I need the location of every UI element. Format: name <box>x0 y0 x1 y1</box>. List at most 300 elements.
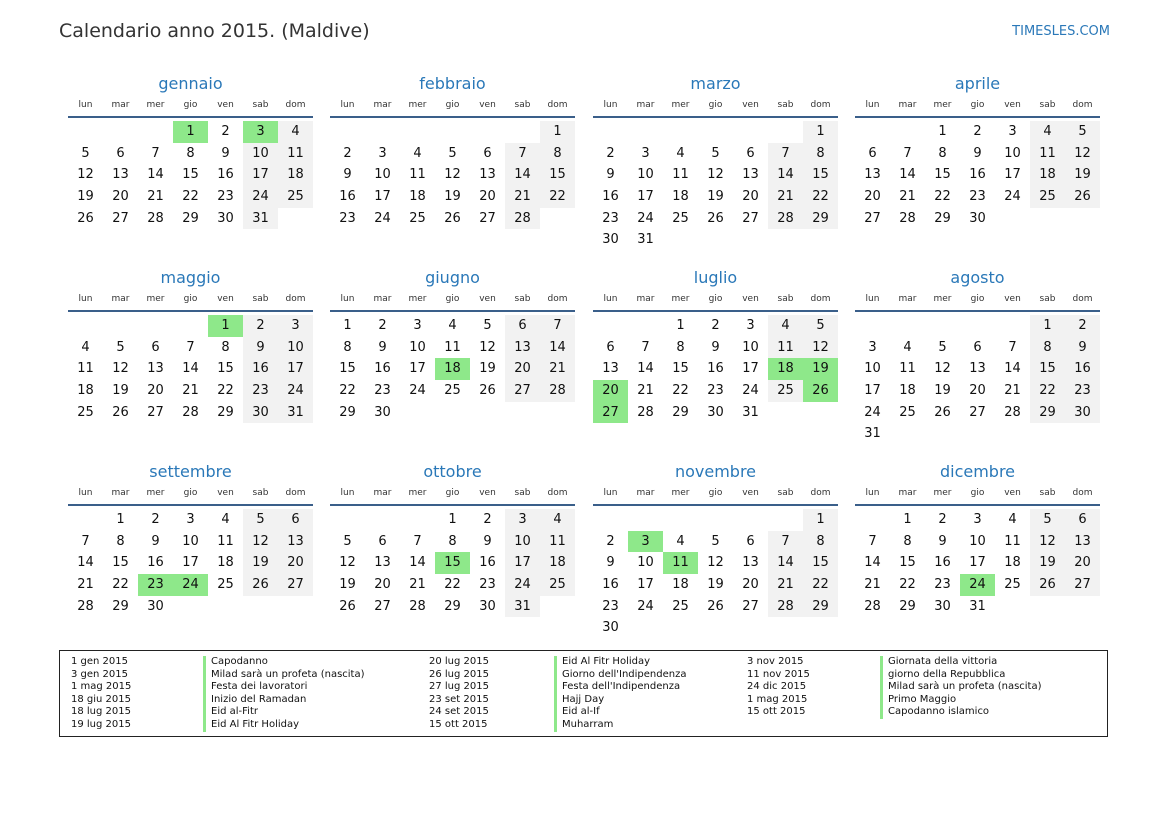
day-cell: 14 <box>540 337 575 359</box>
day-cell: 16 <box>217 167 234 183</box>
day-cell: 23 <box>243 380 278 402</box>
day-cell: 28 <box>768 596 803 618</box>
weekday-header <box>330 98 575 116</box>
day-cell: 9 <box>343 167 352 183</box>
day-cell: 20 <box>374 577 391 593</box>
day-cell: 3 <box>505 509 540 531</box>
day-cell: 4 <box>1030 121 1065 143</box>
holiday-names-column <box>203 656 365 732</box>
day-cell: 26 <box>1030 574 1065 596</box>
holiday-name: Hajj Day <box>562 693 605 705</box>
day-cell: 1 <box>803 509 838 531</box>
weekday-header <box>593 98 838 116</box>
day-cell: 4 <box>676 145 685 161</box>
day-cell: 29 <box>899 598 916 614</box>
empty-cell <box>890 315 925 337</box>
day-cell: 2 <box>973 124 982 139</box>
day-cell: 5 <box>1065 121 1100 143</box>
empty-cell <box>103 315 138 337</box>
month-marzo <box>593 74 838 251</box>
header-rule <box>855 116 1100 118</box>
weekday-label: dom <box>1072 488 1093 498</box>
holiday-day: 20 <box>593 380 628 402</box>
day-cell: 5 <box>711 145 720 161</box>
day-cell: 3 <box>378 145 387 161</box>
month-gennaio <box>68 74 313 229</box>
day-cell: 4 <box>1008 512 1017 527</box>
holiday-name: Giorno dell'Indipendenza <box>562 668 687 680</box>
day-cell: 22 <box>899 577 916 593</box>
day-cell: 4 <box>540 509 575 531</box>
month-title: settembre <box>149 462 232 481</box>
site-link[interactable]: TIMESLES.COM <box>1012 24 1110 39</box>
day-cell: 3 <box>973 512 982 527</box>
day-cell: 2 <box>606 145 615 161</box>
day-cell: 9 <box>378 339 387 355</box>
day-cell: 25 <box>444 383 461 399</box>
holiday-name: Primo Maggio <box>888 693 957 705</box>
day-cell: 13 <box>1065 531 1100 553</box>
week-row <box>593 164 838 186</box>
holiday-date: 24 set 2015 <box>429 706 489 718</box>
weekday-label: ven <box>479 100 496 110</box>
empty-cell <box>173 596 208 618</box>
day-cell: 7 <box>81 533 90 549</box>
day-cell: 22 <box>934 189 951 205</box>
day-cell: 20 <box>147 383 164 399</box>
weekday-label: mar <box>898 294 917 304</box>
day-cell: 9 <box>483 533 492 549</box>
holiday-date: 27 lug 2015 <box>429 681 489 693</box>
day-cell: 5 <box>448 145 457 161</box>
day-cell: 21 <box>1004 383 1021 399</box>
weekday-label: gio <box>970 100 985 110</box>
empty-cell <box>103 121 138 143</box>
day-cell: 13 <box>742 555 759 571</box>
day-cell: 21 <box>637 383 654 399</box>
day-cell: 9 <box>711 339 720 355</box>
month-title: dicembre <box>939 462 1016 481</box>
week-row <box>593 208 838 230</box>
empty-cell <box>768 509 803 531</box>
month-title: giugno <box>425 268 480 287</box>
day-cell: 20 <box>505 358 540 380</box>
day-cell: 29 <box>803 208 838 230</box>
empty-cell <box>733 509 768 531</box>
day-cell: 16 <box>374 361 391 377</box>
day-cell: 5 <box>938 339 947 355</box>
day-cell: 18 <box>77 383 94 399</box>
day-cell: 31 <box>278 402 313 424</box>
day-cell: 8 <box>938 145 947 161</box>
empty-cell <box>593 315 628 337</box>
day-cell: 31 <box>243 208 278 230</box>
day-cell: 18 <box>672 577 689 593</box>
holiday-list <box>59 650 1108 737</box>
day-cell: 30 <box>602 232 619 248</box>
week-row <box>855 164 1100 186</box>
day-cell: 20 <box>479 189 496 205</box>
month-title: agosto <box>950 268 1005 287</box>
day-cell: 12 <box>479 339 496 355</box>
day-cell: 3 <box>641 145 650 161</box>
holiday-date: 18 giu 2015 <box>71 693 131 705</box>
day-cell: 25 <box>77 404 94 420</box>
day-cell: 8 <box>1030 337 1065 359</box>
day-cell: 26 <box>112 404 129 420</box>
empty-cell <box>698 229 733 251</box>
day-cell: 15 <box>182 167 199 183</box>
header-rule <box>593 504 838 506</box>
weekday-label: gio <box>970 294 985 304</box>
day-cell: 26 <box>77 210 94 226</box>
day-cell: 22 <box>1030 380 1065 402</box>
weekday-label: ven <box>217 488 234 498</box>
day-cell: 24 <box>864 404 881 420</box>
month-title: aprile <box>954 74 1001 93</box>
day-cell: 14 <box>1004 361 1021 377</box>
weekday-label: gio <box>445 488 460 498</box>
month-aprile <box>855 74 1100 229</box>
day-cell: 22 <box>339 383 356 399</box>
weekday-label: dom <box>810 488 831 498</box>
day-cell: 26 <box>707 210 724 226</box>
day-cell: 20 <box>112 189 129 205</box>
day-cell: 9 <box>606 167 615 183</box>
empty-cell <box>365 509 400 531</box>
day-cell: 9 <box>938 533 947 549</box>
day-cell: 14 <box>409 555 426 571</box>
day-cell: 21 <box>147 189 164 205</box>
day-cell: 4 <box>413 145 422 161</box>
holiday-day: 11 <box>663 552 698 574</box>
day-cell: 4 <box>221 512 230 527</box>
week-row <box>855 531 1100 553</box>
week-row <box>68 315 313 337</box>
day-cell: 10 <box>1004 145 1021 161</box>
day-cell: 6 <box>868 145 877 161</box>
day-cell: 16 <box>602 189 619 205</box>
day-cell: 30 <box>243 402 278 424</box>
day-cell: 11 <box>1004 533 1021 549</box>
holiday-day: 3 <box>628 531 663 553</box>
weekday-label: ven <box>1004 488 1021 498</box>
empty-cell <box>330 121 365 143</box>
month-settembre <box>68 462 313 617</box>
holiday-date: 15 ott 2015 <box>429 718 488 730</box>
day-cell: 6 <box>505 315 540 337</box>
holiday-name: Milad sarà un profeta (nascita) <box>211 668 365 680</box>
week-row <box>68 509 313 531</box>
header-rule <box>593 310 838 312</box>
empty-cell <box>733 229 768 251</box>
weekday-label: mer <box>671 488 690 498</box>
month-title: maggio <box>160 268 221 287</box>
day-cell: 10 <box>505 531 540 553</box>
day-cell: 10 <box>637 167 654 183</box>
day-cell: 12 <box>77 167 94 183</box>
week-row <box>68 143 313 165</box>
weekday-label: mar <box>898 100 917 110</box>
weekday-label: mar <box>636 488 655 498</box>
day-cell: 3 <box>746 318 755 333</box>
day-cell: 3 <box>278 315 313 337</box>
weekday-label: dom <box>810 294 831 304</box>
day-cell: 7 <box>151 145 160 161</box>
weekday-label: lun <box>78 294 93 304</box>
day-cell: 17 <box>864 383 881 399</box>
holiday-date: 1 mag 2015 <box>747 693 808 705</box>
day-cell: 14 <box>768 552 803 574</box>
weekday-label: dom <box>1072 294 1093 304</box>
day-cell: 17 <box>278 358 313 380</box>
day-cell: 23 <box>1065 380 1100 402</box>
week-row <box>855 143 1100 165</box>
day-cell: 14 <box>147 167 164 183</box>
week-row <box>593 337 838 359</box>
day-cell: 1 <box>540 121 575 143</box>
day-cell: 17 <box>409 361 426 377</box>
day-cell: 28 <box>540 380 575 402</box>
day-cell: 19 <box>707 189 724 205</box>
holiday-day: 18 <box>435 358 470 380</box>
empty-cell <box>733 617 768 639</box>
day-cell: 15 <box>217 361 234 377</box>
weekday-label: mar <box>111 100 130 110</box>
weekday-label: mer <box>408 488 427 498</box>
day-cell: 13 <box>112 167 129 183</box>
week-row <box>593 229 838 251</box>
day-cell: 24 <box>637 598 654 614</box>
day-cell: 7 <box>768 531 803 553</box>
day-cell: 22 <box>217 383 234 399</box>
week-row <box>330 208 575 230</box>
day-cell: 22 <box>803 574 838 596</box>
week-row <box>593 143 838 165</box>
weekday-label: mar <box>898 488 917 498</box>
holiday-dates-column <box>71 656 191 732</box>
day-cell: 13 <box>479 167 496 183</box>
day-cell: 31 <box>637 232 654 248</box>
empty-cell <box>995 315 1030 337</box>
weekday-label: gio <box>183 294 198 304</box>
day-cell: 3 <box>868 339 877 355</box>
day-cell: 18 <box>1004 555 1021 571</box>
day-cell: 24 <box>243 186 278 208</box>
day-cell: 11 <box>444 339 461 355</box>
day-cell: 6 <box>278 509 313 531</box>
day-cell: 24 <box>1004 189 1021 205</box>
weekday-label: sab <box>1039 294 1056 304</box>
week-row <box>330 402 575 424</box>
day-cell: 10 <box>182 533 199 549</box>
day-cell: 26 <box>934 404 951 420</box>
weekday-label: mar <box>373 294 392 304</box>
holiday-date: 1 gen 2015 <box>71 656 129 667</box>
day-cell: 23 <box>934 577 951 593</box>
day-cell: 2 <box>151 512 160 527</box>
day-cell: 16 <box>602 577 619 593</box>
day-cell: 21 <box>540 358 575 380</box>
day-cell: 10 <box>243 143 278 165</box>
weekday-header <box>855 98 1100 116</box>
day-cell: 6 <box>1065 509 1100 531</box>
day-cell: 21 <box>768 574 803 596</box>
day-cell: 15 <box>672 361 689 377</box>
day-cell: 30 <box>602 620 619 636</box>
weekday-label: ven <box>217 294 234 304</box>
day-cell: 3 <box>413 318 422 333</box>
day-cell: 8 <box>803 143 838 165</box>
day-cell: 13 <box>969 361 986 377</box>
holiday-day: 18 <box>768 358 803 380</box>
weekday-label: dom <box>285 100 306 110</box>
day-cell: 18 <box>217 555 234 571</box>
day-cell: 12 <box>707 167 724 183</box>
day-cell: 29 <box>444 598 461 614</box>
empty-cell <box>138 121 173 143</box>
month-title: novembre <box>674 462 757 481</box>
week-row <box>68 208 313 230</box>
day-cell: 5 <box>803 315 838 337</box>
day-cell: 20 <box>1065 552 1100 574</box>
day-cell: 21 <box>77 577 94 593</box>
empty-cell <box>663 617 698 639</box>
day-cell: 18 <box>409 189 426 205</box>
day-cell: 28 <box>768 208 803 230</box>
day-cell: 30 <box>969 210 986 226</box>
day-cell: 22 <box>444 577 461 593</box>
day-cell: 6 <box>746 145 755 161</box>
day-cell: 17 <box>374 189 391 205</box>
day-cell: 23 <box>969 189 986 205</box>
weekday-label: ven <box>479 488 496 498</box>
day-cell: 30 <box>707 404 724 420</box>
holiday-name: Festa dei lavoratori <box>211 681 308 693</box>
empty-cell <box>278 208 313 230</box>
weekday-label: dom <box>285 294 306 304</box>
weekday-header <box>68 292 313 310</box>
week-row <box>593 358 838 380</box>
week-row <box>593 552 838 574</box>
empty-cell <box>470 402 505 424</box>
day-cell: 15 <box>899 555 916 571</box>
empty-cell <box>435 121 470 143</box>
day-cell: 24 <box>278 380 313 402</box>
day-cell: 25 <box>768 380 803 402</box>
day-cell: 30 <box>217 210 234 226</box>
holiday-date: 15 ott 2015 <box>747 706 806 718</box>
day-cell: 6 <box>378 533 387 549</box>
empty-cell <box>1030 596 1065 618</box>
day-cell: 28 <box>409 598 426 614</box>
empty-cell <box>68 121 103 143</box>
day-cell: 29 <box>217 404 234 420</box>
day-cell: 12 <box>243 531 278 553</box>
week-row <box>330 358 575 380</box>
weekday-label: dom <box>810 100 831 110</box>
day-cell: 6 <box>483 145 492 161</box>
day-cell: 31 <box>969 598 986 614</box>
day-cell: 17 <box>742 361 759 377</box>
day-cell: 5 <box>81 145 90 161</box>
holiday-name: Milad sarà un profeta (nascita) <box>888 681 1042 693</box>
empty-cell <box>1065 423 1100 445</box>
empty-cell <box>925 315 960 337</box>
empty-cell <box>995 423 1030 445</box>
weekday-label: sab <box>514 294 531 304</box>
day-cell: 10 <box>374 167 391 183</box>
day-cell: 25 <box>1004 577 1021 593</box>
week-row <box>330 337 575 359</box>
weekday-label: mar <box>636 100 655 110</box>
day-cell: 14 <box>637 361 654 377</box>
week-row <box>330 596 575 618</box>
day-cell: 18 <box>278 164 313 186</box>
day-cell: 12 <box>707 555 724 571</box>
day-cell: 9 <box>1065 337 1100 359</box>
day-cell: 6 <box>973 339 982 355</box>
week-row <box>330 552 575 574</box>
day-cell: 1 <box>938 124 947 139</box>
day-cell: 27 <box>969 404 986 420</box>
weekday-label: gio <box>445 294 460 304</box>
day-cell: 30 <box>374 404 391 420</box>
week-row <box>855 121 1100 143</box>
day-cell: 18 <box>672 189 689 205</box>
day-cell: 23 <box>217 189 234 205</box>
day-cell: 18 <box>540 552 575 574</box>
empty-cell <box>1065 596 1100 618</box>
header-rule <box>330 504 575 506</box>
day-cell: 19 <box>707 577 724 593</box>
empty-cell <box>698 617 733 639</box>
day-cell: 12 <box>1065 143 1100 165</box>
day-cell: 13 <box>602 361 619 377</box>
day-cell: 2 <box>483 512 492 527</box>
day-cell: 6 <box>151 339 160 355</box>
day-cell: 10 <box>637 555 654 571</box>
week-row <box>855 186 1100 208</box>
weekday-label: mer <box>933 488 952 498</box>
holiday-name: Eid Al Fitr Holiday <box>211 718 300 730</box>
day-cell: 2 <box>378 318 387 333</box>
day-cell: 20 <box>864 189 881 205</box>
month-luglio <box>593 268 838 423</box>
weekday-label: sab <box>777 100 794 110</box>
holiday-day: 24 <box>960 574 995 596</box>
day-cell: 20 <box>742 577 759 593</box>
day-cell: 17 <box>243 164 278 186</box>
empty-cell <box>1030 208 1065 230</box>
weekday-label: mar <box>636 294 655 304</box>
day-cell: 15 <box>803 552 838 574</box>
day-cell: 28 <box>147 210 164 226</box>
day-cell: 20 <box>742 189 759 205</box>
day-cell: 9 <box>221 145 230 161</box>
day-cell: 19 <box>112 383 129 399</box>
holiday-name: Capodanno islamico <box>888 706 990 718</box>
month-giugno <box>330 268 575 423</box>
day-cell: 12 <box>803 337 838 359</box>
day-cell: 7 <box>505 143 540 165</box>
holiday-date: 3 nov 2015 <box>747 656 804 667</box>
empty-cell <box>733 121 768 143</box>
empty-cell <box>278 596 313 618</box>
day-cell: 30 <box>479 598 496 614</box>
empty-cell <box>855 509 890 531</box>
weekday-label: gio <box>970 488 985 498</box>
